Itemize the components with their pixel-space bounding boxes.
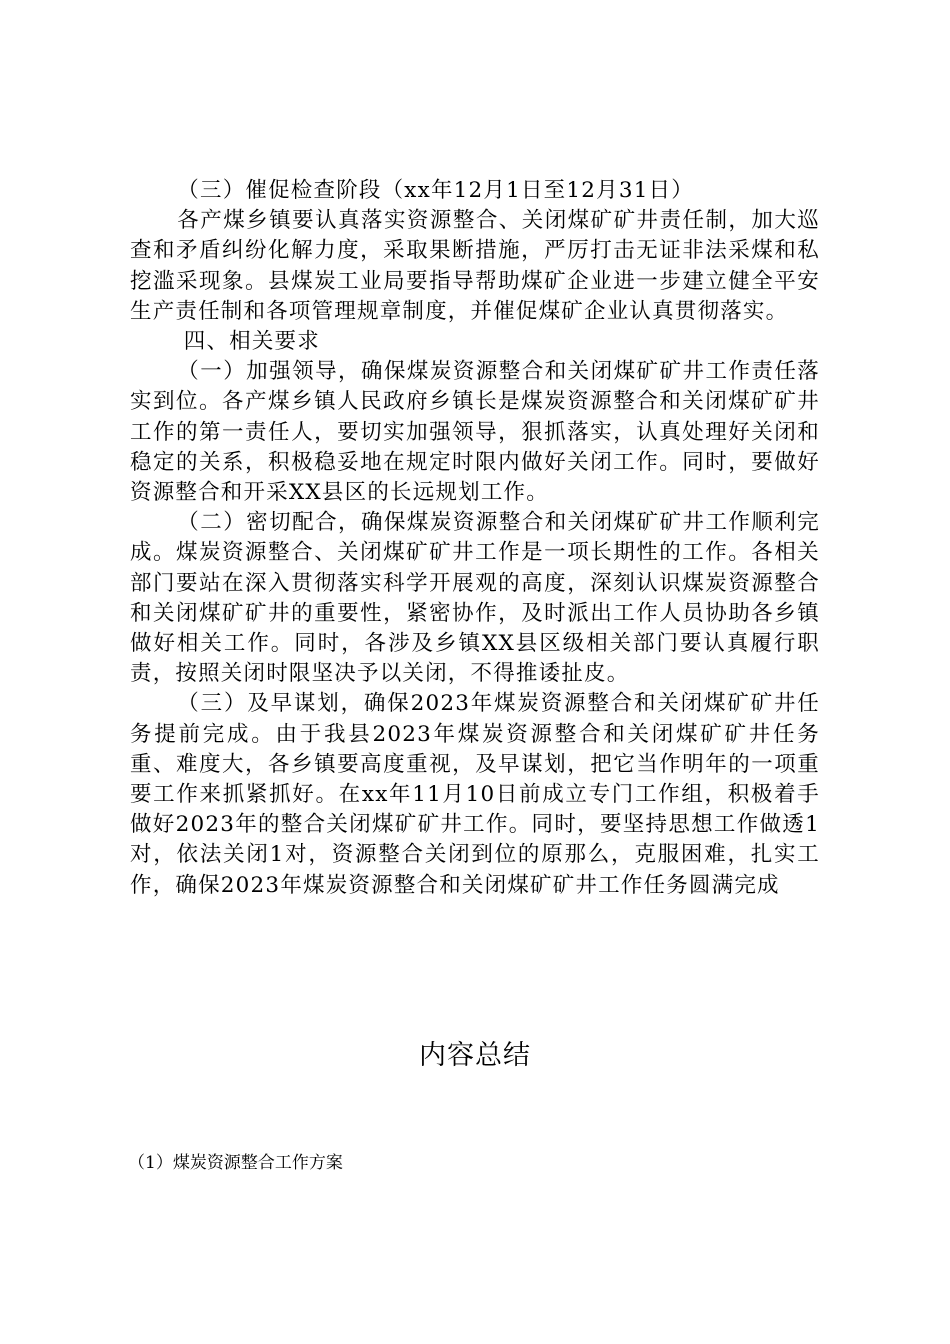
paragraph-phase-3-body: 各产煤乡镇要认真落实资源整合、关闭煤矿矿井责任制，加大巡查和矛盾纠纷化解力度，采取果断措施，严厉打击无证非法采煤和私挖滥采现象。县煤炭工业局要指导帮助煤矿企业进一步建立健全平安生产责任制和各项管理规章制度，并催促煤矿企业认真贯彻落实。 [130, 208, 820, 324]
section-heading-requirements: 四、相关要求 [183, 329, 320, 355]
paragraph-requirement-1: （一）加强领导，确保煤炭资源整合和关闭煤矿矿井工作责任落实到位。各产煤乡镇人民政府乡镇长是煤炭资源整合和关闭煤矿矿井工作的第一责任人，要切实加强领导，狠抓落实，认真处理好关闭和稳定的关系，积极稳妥地在规定时限内做好关闭工作。同时，要做好资源整合和开采XX县区的长远规划工作。 [130, 359, 820, 506]
document-body [130, 176, 820, 901]
summary-title: 内容总结 [419, 1040, 531, 1071]
paragraph-requirement-2: （二）密切配合，确保煤炭资源整合和关闭煤矿矿井工作顺利完成。煤炭资源整合、关闭煤矿矿井工作是一项长期性的工作。各相关部门要站在深入贯彻落实科学开展观的高度，深刻认识煤炭资源整合和关闭煤矿矿井的重要性，紧密协作，及时派出工作人员协助各乡镇做好相关工作。同时，各涉及乡镇XX县区级相关部门要认真履行职责，按照关闭时限坚决予以关闭，不得推诿扯皮。 [130, 510, 820, 687]
paragraph-requirement-3: （三）及早谋划，确保2023年煤炭资源整合和关闭煤矿矿井任务提前完成。由于我县2023年煤炭资源整合和关闭煤矿矿井任务重、难度大，各乡镇要高度重视，及早谋划，把它当作明年的一项重要工作来抓紧抓好。在xx年11月10日前成立专门工作组，积极着手做好2023年的整合关闭煤矿矿井工作。同时，要坚持思想工作做透1对，依法关闭1对，资源整合关闭到位的原那么，克服困难，扎实工作，确保2023年煤炭资源整合和关闭煤矿矿井工作任务圆满完成 [130, 691, 820, 898]
summary-item: （1）煤炭资源整合工作方案 [128, 1153, 343, 1173]
section-heading-phase-3: （三）催促检查阶段（xx年12月1日至12月31日） [177, 178, 695, 203]
